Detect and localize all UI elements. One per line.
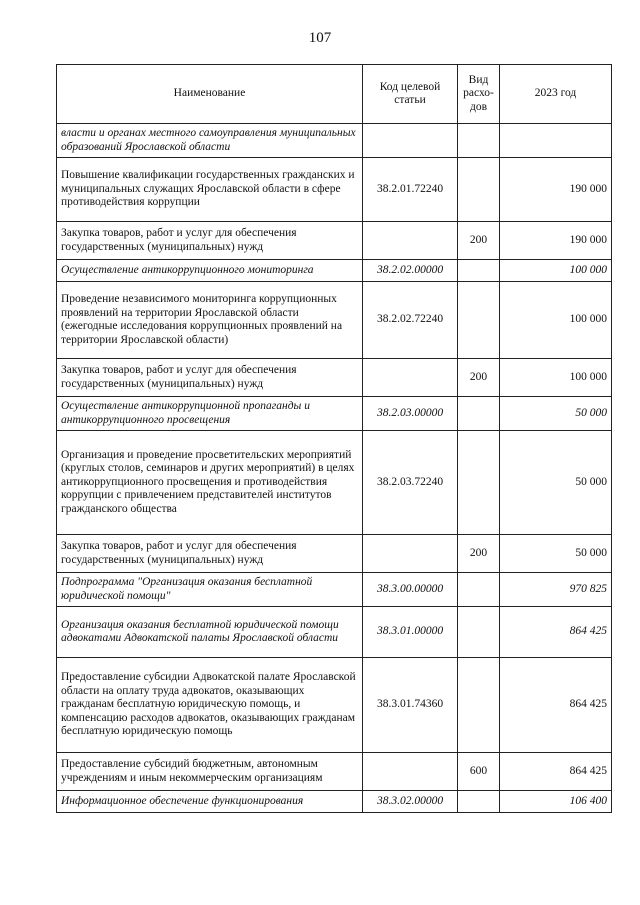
row-kind: [458, 158, 500, 222]
row-name: Осуществление антикоррупционного мониторинга: [57, 260, 363, 282]
row-name: Повышение квалификации государственных гражданских и муниципальных служащих Ярославской области в сфере противодействия коррупции: [57, 158, 363, 222]
row-code: 38.3.01.74360: [363, 658, 458, 753]
table-row: [57, 282, 612, 359]
row-amount: 864 425: [500, 753, 612, 791]
table-row: [57, 535, 612, 573]
row-amount: [500, 124, 612, 158]
row-amount: 190 000: [500, 158, 612, 222]
table-row: [57, 158, 612, 222]
row-kind: [458, 397, 500, 431]
row-amount: 50 000: [500, 431, 612, 535]
table-row: [57, 658, 612, 753]
row-kind: 600: [458, 753, 500, 791]
row-kind: 200: [458, 222, 500, 260]
row-code: [363, 359, 458, 397]
row-code: [363, 124, 458, 158]
row-name: Информационное обеспечение функционирования: [57, 791, 363, 813]
row-name: Проведение независимого мониторинга коррупционных проявлений на территории Ярославской области (ежегодные исследования коррупционных проявлений на территории Ярославской области): [57, 282, 363, 359]
table-row: [57, 607, 612, 658]
table-row: [57, 431, 612, 535]
table-row: [57, 124, 612, 158]
row-code: 38.3.02.00000: [363, 791, 458, 813]
row-code: 38.2.03.72240: [363, 431, 458, 535]
row-kind: [458, 260, 500, 282]
row-amount: 100 000: [500, 359, 612, 397]
row-kind: [458, 658, 500, 753]
table-row: [57, 791, 612, 813]
row-name: власти и органах местного самоуправления муниципальных образований Ярославской области: [57, 124, 363, 158]
header-amount: 2023 год: [500, 65, 612, 124]
header-code: Код целевой статьи: [363, 65, 458, 124]
row-code: 38.2.02.00000: [363, 260, 458, 282]
row-name: Предоставление субсидии Адвокатской палате Ярославской области на оплату труда адвокатов, оказывающих гражданам бесплатную юридическую помощь, и компенсацию расходов адвокатов, оказывающих гражданам бесплатную юридическую помощь: [57, 658, 363, 753]
table-header-row: [57, 65, 612, 124]
header-kind: Вид расхо-дов: [458, 65, 500, 124]
row-amount: 50 000: [500, 535, 612, 573]
row-name: Осуществление антикоррупционной пропаганды и антикоррупционного просвещения: [57, 397, 363, 431]
row-kind: [458, 124, 500, 158]
row-code: [363, 222, 458, 260]
row-amount: 100 000: [500, 260, 612, 282]
table-row: [57, 222, 612, 260]
row-kind: 200: [458, 535, 500, 573]
row-code: 38.2.03.00000: [363, 397, 458, 431]
row-name: Закупка товаров, работ и услуг для обеспечения государственных (муниципальных) нужд: [57, 222, 363, 260]
row-amount: 106 400: [500, 791, 612, 813]
row-name: Закупка товаров, работ и услуг для обеспечения государственных (муниципальных) нужд: [57, 359, 363, 397]
row-code: [363, 535, 458, 573]
row-amount: 100 000: [500, 282, 612, 359]
table-row: [57, 260, 612, 282]
table-row: [57, 397, 612, 431]
row-amount: 970 825: [500, 573, 612, 607]
row-kind: [458, 282, 500, 359]
row-code: 38.2.02.72240: [363, 282, 458, 359]
table-row: [57, 573, 612, 607]
row-amount: 864 425: [500, 658, 612, 753]
budget-table: [56, 64, 612, 813]
row-name: Подпрограмма "Организация оказания бесплатной юридической помощи": [57, 573, 363, 607]
row-code: 38.2.01.72240: [363, 158, 458, 222]
row-kind: [458, 431, 500, 535]
row-name: Предоставление субсидий бюджетным, автономным учреждениям и иным некоммерческим организациям: [57, 753, 363, 791]
table-row: [57, 753, 612, 791]
row-name: Организация оказания бесплатной юридической помощи адвокатами Адвокатской палаты Ярославской области: [57, 607, 363, 658]
row-code: [363, 753, 458, 791]
row-name: Организация и проведение просветительских мероприятий (круглых столов, семинаров и других мероприятий) в целях антикоррупционного просвещения и противодействия коррупции с привлечением представителей институтов гражданского общества: [57, 431, 363, 535]
row-kind: [458, 573, 500, 607]
row-code: 38.3.01.00000: [363, 607, 458, 658]
table-row: [57, 359, 612, 397]
row-name: Закупка товаров, работ и услуг для обеспечения государственных (муниципальных) нужд: [57, 535, 363, 573]
row-kind: [458, 607, 500, 658]
row-kind: 200: [458, 359, 500, 397]
page-number: 107: [308, 30, 332, 46]
row-kind: [458, 791, 500, 813]
row-code: 38.3.00.00000: [363, 573, 458, 607]
row-amount: 864 425: [500, 607, 612, 658]
header-name: Наименование: [57, 65, 363, 124]
row-amount: 50 000: [500, 397, 612, 431]
row-amount: 190 000: [500, 222, 612, 260]
